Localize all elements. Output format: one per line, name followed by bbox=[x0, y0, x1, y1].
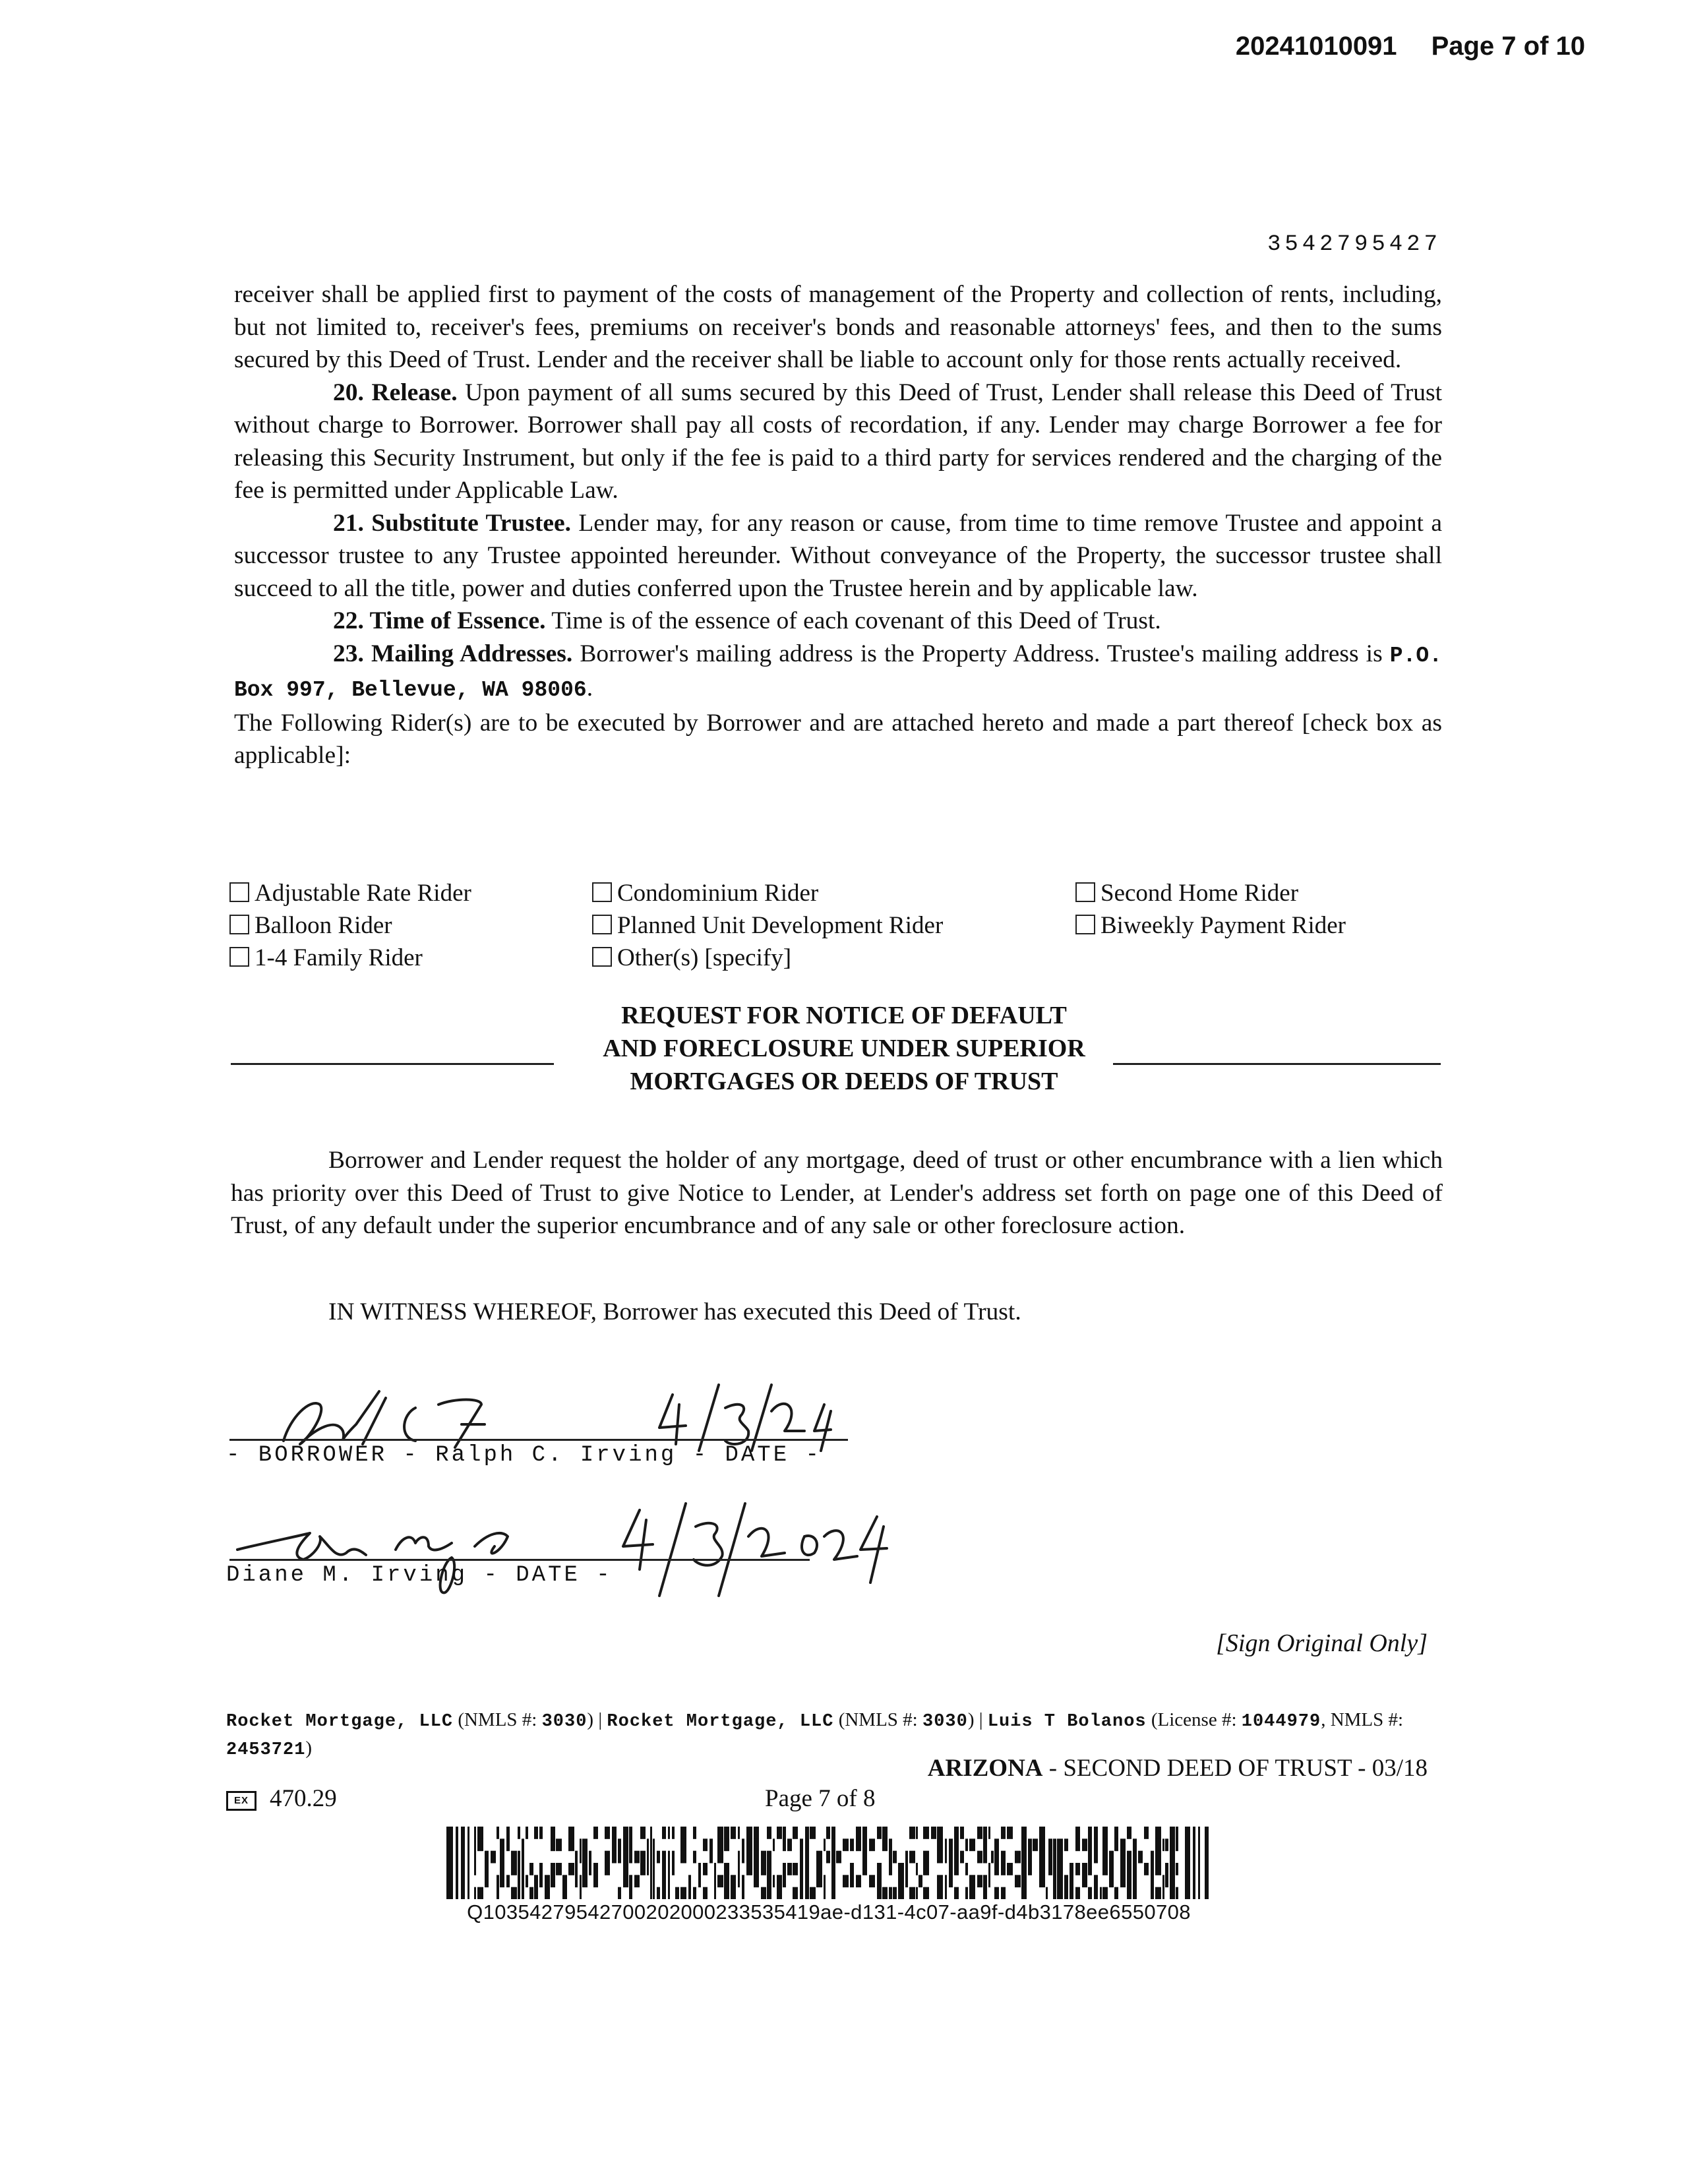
rider-label: Other(s) [specify] bbox=[617, 944, 792, 971]
rider-label: Planned Unit Development Rider bbox=[617, 912, 944, 939]
separator: ) | bbox=[587, 1709, 607, 1730]
paragraph-21-text: Lender may, for any reason or cause, from time to time remove Trustee and appoint a successor trustee to any Trustee appointed hereunder. Without conveyance of the Property, the successor trustee shall succeed to all the title, power and duties conferred upon the Trustee herein and by applicable law. bbox=[234, 509, 1443, 602]
nmls-label: (NMLS #: bbox=[833, 1709, 922, 1730]
barcode bbox=[446, 1827, 1211, 1899]
form-system-icon: EX bbox=[226, 1791, 256, 1811]
checkbox-icon[interactable] bbox=[1075, 915, 1095, 934]
rider-label: Adjustable Rate Rider bbox=[255, 880, 471, 907]
witness-clause: IN WITNESS WHEREOF, Borrower has executed this Deed of Trust. bbox=[328, 1298, 1021, 1325]
lender-name-2: Rocket Mortgage, LLC bbox=[607, 1712, 834, 1732]
rider-planned-unit-development[interactable] bbox=[592, 909, 943, 942]
license-label: (License #: bbox=[1146, 1709, 1242, 1730]
riders-column-1 bbox=[229, 877, 471, 974]
signature-label-borrower: - BORROWER - Ralph C. Irving - DATE - bbox=[226, 1443, 822, 1468]
checkbox-icon[interactable] bbox=[592, 882, 612, 902]
paragraph-23-end: . bbox=[586, 675, 593, 702]
document-type: - SECOND DEED OF TRUST - 03/18 bbox=[1042, 1755, 1428, 1782]
checkbox-icon[interactable] bbox=[592, 947, 612, 967]
paragraph-21-title: 21. Substitute Trustee. bbox=[333, 509, 571, 537]
paragraph-20-title: 20. Release. bbox=[333, 379, 458, 406]
notice-body: Borrower and Lender request the holder of any mortgage, deed of trust or other encumbrance with a lien which has priority over this Deed of Trust to give Notice to Lender, at Lender's address set forth on page one of this Deed of Trust, of any default under the superior encumbrance and of any sale or other foreclosure action. bbox=[231, 1147, 1443, 1239]
notice-heading-line-3: MORTGAGES OR DEEDS OF TRUST bbox=[630, 1068, 1058, 1095]
rider-label: Second Home Rider bbox=[1100, 880, 1299, 907]
checkbox-icon[interactable] bbox=[592, 915, 612, 934]
notice-heading bbox=[0, 999, 1688, 1098]
recording-page-label: Page 7 of 10 bbox=[1431, 32, 1585, 61]
rider-label: 1-4 Family Rider bbox=[255, 944, 423, 971]
heading-rule-left bbox=[231, 1063, 554, 1065]
form-number: 470.29 bbox=[270, 1785, 337, 1812]
checkbox-icon[interactable] bbox=[229, 882, 249, 902]
sign-original-note: [Sign Original Only] bbox=[1216, 1629, 1428, 1657]
nmls-number-3: 2453721 bbox=[226, 1740, 306, 1760]
rider-1-4-family[interactable] bbox=[229, 942, 471, 974]
form-page-number: Page 7 of 8 bbox=[765, 1785, 876, 1812]
riders-intro: The Following Rider(s) are to be executed by Borrower and are attached hereto and made a part thereof [check box as applicable]: bbox=[234, 709, 1442, 769]
nmls-number-2: 3030 bbox=[922, 1712, 968, 1732]
nmls-label: , NMLS #: bbox=[1321, 1709, 1404, 1730]
nmls-label: (NMLS #: bbox=[453, 1709, 542, 1730]
barcode-text: Q10354279542700202000233535419ae-d131-4c07-aa9f-d4b3178ee6550708 bbox=[467, 1900, 1191, 1924]
borrower-signature-diane bbox=[224, 1497, 897, 1609]
lender-name-1: Rocket Mortgage, LLC bbox=[226, 1712, 454, 1732]
trustee-address: P.O. Box 997, Bellevue, WA 98006 bbox=[234, 643, 1443, 702]
notice-heading-line-1: REQUEST FOR NOTICE OF DEFAULT bbox=[621, 1002, 1067, 1029]
paragraph-19-continued: receiver shall be applied first to payment of the costs of management of the Property and collection of rents, including, but not limited to, receiver's fees, premiums on receiver's bonds and reasonable attorneys' fees, and then to the sums secured by this Deed of Trust. Lender and the receiver shall be liable to account only for those rents actually received. bbox=[234, 281, 1442, 373]
notice-heading-line-2: AND FORECLOSURE UNDER SUPERIOR bbox=[603, 1035, 1085, 1062]
paragraph-21 bbox=[234, 507, 1442, 605]
paragraph-22 bbox=[234, 605, 1442, 638]
rider-adjustable-rate[interactable] bbox=[229, 877, 471, 909]
paragraph-22-text: Time is of the essence of each covenant of this Deed of Trust. bbox=[545, 607, 1161, 634]
deed-body bbox=[234, 278, 1442, 772]
rider-label: Biweekly Payment Rider bbox=[1100, 912, 1346, 939]
loan-number: 3542795427 bbox=[1267, 232, 1441, 257]
paragraph-22-title: 22. Time of Essence. bbox=[333, 607, 546, 634]
rider-label: Condominium Rider bbox=[617, 880, 819, 907]
paragraph-23-text: Borrower's mailing address is the Property Address. Trustee's mailing address is bbox=[572, 640, 1390, 667]
rider-second-home[interactable] bbox=[1075, 877, 1346, 909]
signature-line-2 bbox=[229, 1559, 810, 1561]
paragraph-23-title: 23. Mailing Addresses. bbox=[333, 640, 573, 667]
paragraph-20 bbox=[234, 377, 1442, 507]
paragraph-23 bbox=[234, 638, 1442, 707]
checkbox-icon[interactable] bbox=[229, 947, 249, 967]
recording-number: 20241010091 bbox=[1235, 32, 1397, 61]
signature-label-co-borrower: Diane M. Irving - DATE - bbox=[226, 1563, 613, 1588]
checkbox-icon[interactable] bbox=[229, 915, 249, 934]
heading-rule-right bbox=[1113, 1063, 1441, 1065]
checkbox-icon[interactable] bbox=[1075, 882, 1095, 902]
closing-paren: ) bbox=[305, 1738, 313, 1759]
separator: ) | bbox=[967, 1709, 988, 1730]
document-title bbox=[928, 1754, 1428, 1782]
riders-column-2 bbox=[592, 877, 943, 974]
rider-biweekly-payment[interactable] bbox=[1075, 909, 1346, 942]
state-name: ARIZONA bbox=[927, 1755, 1043, 1782]
form-code bbox=[226, 1784, 337, 1813]
signature-line-1 bbox=[229, 1439, 848, 1441]
rider-others[interactable] bbox=[592, 942, 943, 974]
rider-label: Balloon Rider bbox=[255, 912, 392, 939]
paragraph-20-text: Upon payment of all sums secured by this Deed of Trust, Lender shall release this Deed of Trust without charge to Borrower. Borrower shall pay all costs of recordation, if any. Lender may charge Borrower a fee for releasing this Security Instrument, but only if the fee is paid to a third party for services rendered and the charging of the fee is permitted under Applicable Law. bbox=[234, 379, 1443, 504]
recording-header bbox=[1236, 32, 1585, 61]
loan-originator: Luis T Bolanos bbox=[987, 1712, 1147, 1732]
license-number: 1044979 bbox=[1241, 1712, 1321, 1732]
rider-balloon[interactable] bbox=[229, 909, 471, 942]
rider-condominium[interactable] bbox=[592, 877, 943, 909]
nmls-number-1: 3030 bbox=[541, 1712, 588, 1732]
riders-column-3 bbox=[1075, 877, 1346, 942]
